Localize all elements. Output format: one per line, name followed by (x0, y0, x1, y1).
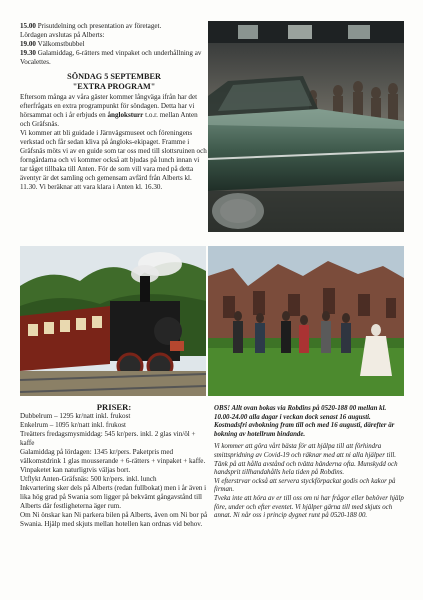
prices-title: PRISER: (96, 402, 132, 412)
sunday-heading: SÖNDAG 5 SEPTEMBER (67, 72, 161, 81)
left-text-column (20, 22, 208, 192)
sunday-paragraph-2: Vi kommer att bli guidade i Järnvägsmuseet och föreningens verkstad och får sedan kliva på ångloks-ekipaget. Framme i Gräfsnäs möts vi av en guide som tar oss med till slottsruinen och forngårdarna och vi kommer också att bjudas på lunch innan vi tar tåget tillbaka till Anten. För de som vill vara med på detta äventyr är det samling och gemensam avfärd från Alberts kl. 11.30. Vi beräknar att vara klara i Anten kl. 16.30. (20, 129, 207, 191)
schedule-line: 19.00 Välkomstbubbel (20, 40, 85, 48)
photo-castle-ruins (208, 246, 404, 396)
photo-vintage-car (208, 21, 404, 232)
sunday-subheading: "EXTRA PROGRAM" (72, 81, 156, 91)
schedule-line: 19.30 Galamiddag, 6-rätters med vinpaket och underhållning av Vocalettes. (20, 49, 202, 66)
schedule-line: 15.00 Prisutdelning och presentation av företaget. (20, 22, 162, 30)
vintage-car-image (208, 21, 404, 232)
castle-ruins-image (208, 246, 404, 396)
saturday-schedule (20, 22, 208, 67)
price-line: Utflykt Anten-Gräfsnäs: 500 kr/pers. inkl. lunch (20, 475, 157, 483)
price-line: Treätters fredagsmysmiddag: 545 kr/pers. inkl. 2 glas vin/öl + kaffe (20, 430, 196, 447)
price-line: Inkvartering sker dels på Alberts (redan fullbokat) men i år även i lika hög grad på Swania som ligger på bekvämt gångavstånd till Alberts där festligheterna äger rum. (20, 484, 207, 510)
prices-section (20, 402, 208, 529)
covid-notice: Vi kommer att göra vårt bästa för att hjälpa till att förhindra smittspridning av Covid-19 och räknar med att ni alla hjälper till. Tänk på att hålla avstånd och tvätta händerna ofta. Munskydd och handsprit tillhandahålls hela tiden på Robdins. (214, 443, 398, 477)
snack-notice: Vi efterstrvar också att servera styckförpackat godis och kakor på firman. (214, 477, 396, 494)
sunday-paragraph-1: Eftersom många av våra gäster kommer långväga ifrån har det efterfrågats en extra programpunkt för söndagen. Detta har vi hörsammat och i år erbjuds en ångloksturr t.o.r. mellan Anten och Gräfsnäs. (20, 93, 198, 128)
booking-notes (214, 405, 404, 521)
photo-steam-train (20, 246, 206, 396)
price-line: Om Ni önskar kan Ni parkera bilen på Alberts, även om Ni bor på Swania. Hjälp med skjuts mellan hotellen kan ordnas vid behov. (20, 511, 208, 528)
booking-notice: OBS! Allt ovan bokas via Robdins på 0520-188 00 mellan kl. 10.00-24.00 alla dagar i veckan dock senast 16 augusti. Kostnadsfri avbokning fram till och med 16 augusti, därefter är bokning av hotellrum bindande. (214, 405, 395, 438)
price-line: Dubbelrum – 1295 kr/natt inkl. frukost (20, 412, 131, 420)
price-line: Enkelrum – 1095 kr/natt inkl. frukost (20, 421, 126, 429)
contact-notice: Tveka inte att höra av er till oss om ni har frågor eller behöver hjälp före, under och efter eventet. Vi hjälper gärna till med skjuts och annat. Ni når oss i princip dygnet runt på 0520-188 00. (214, 494, 404, 520)
steam-train-image (20, 246, 206, 396)
schedule-line: Lördagen avslutas på Alberts: (20, 31, 105, 39)
price-line: Galamiddag på lördagen: 1345 kr/pers. Paketpris med välkomstdrink 1 glas mousserande + 6-rätters + vinpaket + kaffe. Vinpaketet kan naturligtvis väljas bort. (20, 448, 206, 474)
